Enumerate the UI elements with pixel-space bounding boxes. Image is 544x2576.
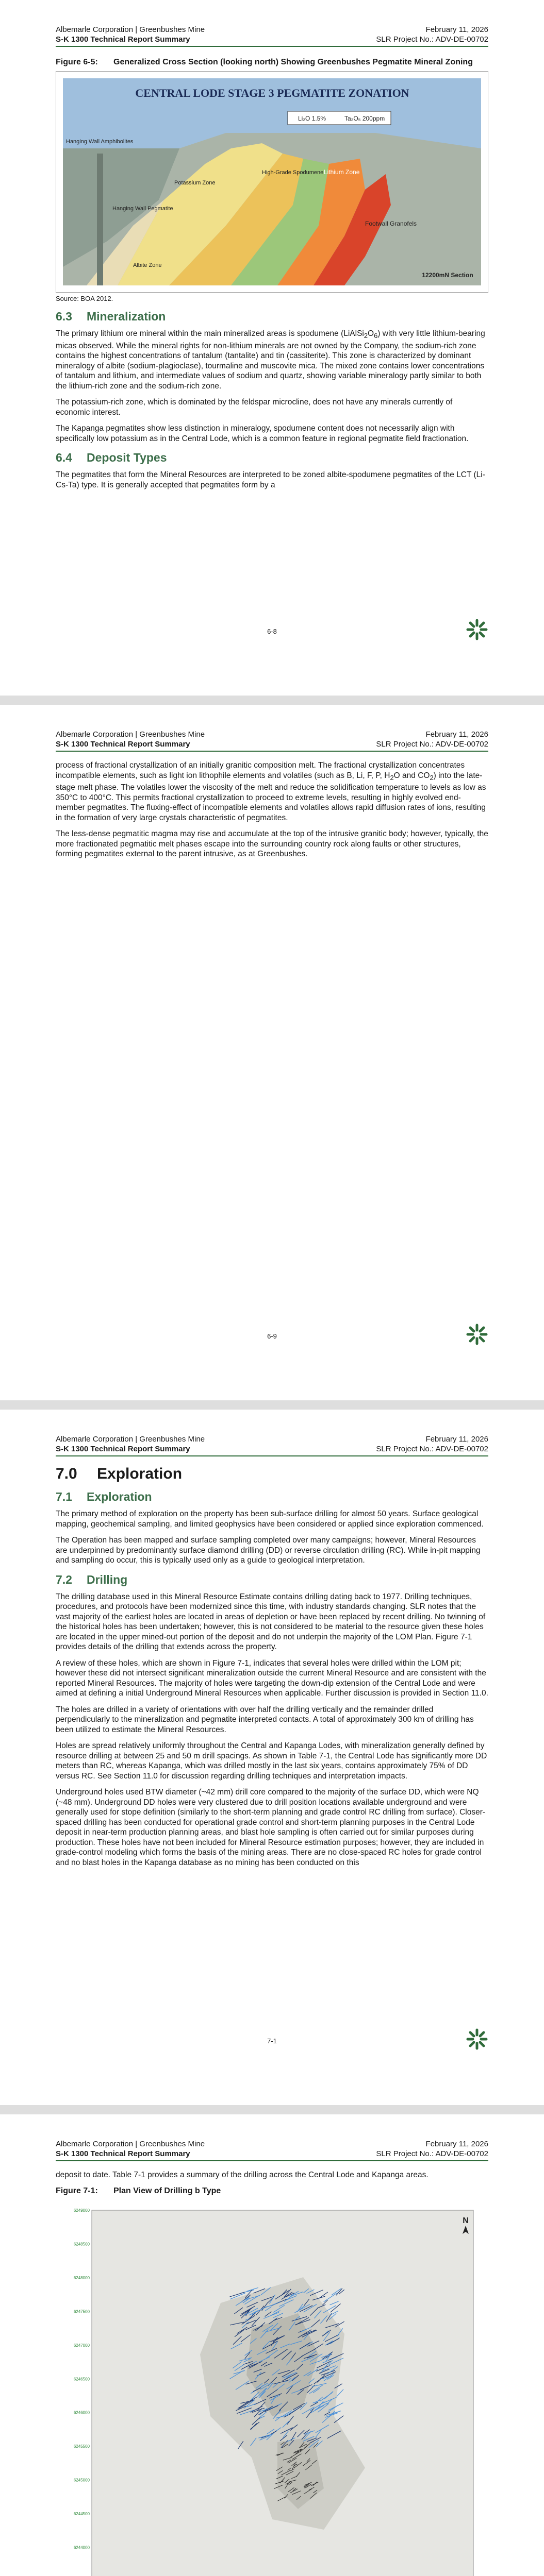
y-tick-label: 6246500 (73, 2376, 90, 2381)
figure-title: Generalized Cross Section (looking north) Showing Greenbushes Pegmatite Mineral Zoning (113, 58, 473, 66)
page-number: 7-1 (267, 2037, 277, 2045)
header-company: Albemarle Corporation | Greenbushes Mine (56, 730, 205, 739)
page-header (56, 2139, 488, 2161)
section-heading-6-3: 6.3 Mineralization (56, 310, 166, 323)
slr-logo-icon (466, 1323, 488, 1346)
paragraph: process of fractional crystallization of an initially granitic composition melt. The fractional crystallization concentrates incompatible elements, such as light ion lithophile elements and volatiles (such as B, Li, F, P, $H_2O$ and $CO_2$) into the late-stage melt phase. The volatiles lower the viscosity of the melt and reduce the solidification temperature to levels as low as 350°C to 400°C. This permits fractional crystallization to proceed to extreme levels, resulting in highly evolved end-member pegmatites. The fluxing-effect of incompatible elements and volatiles allows rapid diffusion rates of ions, resulting in the formation of very large crystals characteristic of pegmatites. (56, 761, 486, 822)
cross-section-figure (56, 71, 488, 293)
north-arrow-label: N (463, 2216, 469, 2225)
page-6-8 (0, 0, 544, 696)
paragraph: The less-dense pegmatitic magma may rise and accumulate at the top of the intrusive granitic body; however, typically, the more fractionated pegmatitic melt phases escape into the surrounding country rock along faults or other structures, forming pegmatites external to the parent intrusive, as at Greenbushes. (56, 829, 488, 859)
label-potassium-zone: Potassium Zone (174, 180, 216, 186)
header-project: SLR Project No.: ADV-DE-00702 (376, 35, 488, 44)
header-company: Albemarle Corporation | Greenbushes Mine (56, 2140, 205, 2148)
page-number: 6-9 (267, 1332, 277, 1340)
paragraph: Underground holes used BTW diameter (~42 mm) drill core compared to the majority of the surface DD, which were NQ (~48 mm). Underground DD holes were very clustered due to drill position locations available underground and were generally used for stope definition (similarly to the short-term planning and grade control RC drilling from surface). Closer-spaced drilling has been conducted for operational grade control and short-term planning purposes in the Central Lode deposit in near-term production planning areas, and blast hole sampling is often carried out for similar purposes during production. These holes have not been included for Mineral Resource estimation purposes; however, they are included in grade-control modeling which forms the basis of the mining areas. There are no close-spaced RC holes for grade control and no blast holes in the Kapanga database as no mining has been conducted on this (56, 1788, 486, 1867)
header-date: February 11, 2026 (425, 25, 488, 34)
legend-ta2o5: Ta₂O₅ 200ppm (344, 115, 385, 122)
drill-plan-figure (56, 2200, 488, 2576)
figure-image-title: CENTRAL LODE STAGE 3 PEGMATITE ZONATION (135, 87, 409, 99)
label-hanging-wall: Hanging Wall Amphibolites (66, 139, 134, 145)
page-header (56, 25, 488, 47)
label-hanging-pegmatite: Hanging Wall Pegmatite (112, 206, 173, 212)
page-6-9 (0, 705, 544, 1400)
header-date: February 11, 2026 (425, 730, 488, 739)
y-tick-label: 6247000 (73, 2343, 90, 2348)
header-report: S-K 1300 Technical Report Summary (56, 2149, 190, 2158)
y-tick-label: 6245000 (73, 2478, 90, 2483)
paragraph: deposit to date. Table 7-1 provides a summary of the drilling across the Central Lode and Kapanga areas. (56, 2171, 428, 2179)
slr-logo-icon (466, 2028, 488, 2050)
header-report: S-K 1300 Technical Report Summary (56, 1445, 190, 1453)
y-tick-label: 6248500 (73, 2241, 90, 2246)
paragraph: The Operation has been mapped and surface sampling completed over many campaigns; however, Mineral Resources are underpinned by predominantly surface diamond drilling (DD) or reverse circulation drilling (RC). While in-pit mapping and sampling do occur, this is typically used only as a guide to geological interpretation. (56, 1536, 481, 1565)
header-report: S-K 1300 Technical Report Summary (56, 35, 190, 44)
header-date: February 11, 2026 (425, 2140, 488, 2148)
header-project: SLR Project No.: ADV-DE-00702 (376, 740, 488, 749)
chapter-heading-7-0: 7.0 Exploration (56, 1465, 183, 1482)
section-heading-7-1: 7.1 Exploration (56, 1490, 152, 1503)
y-tick-label: 6244000 (73, 2545, 90, 2550)
figure-number: Figure 6-5: (56, 58, 98, 66)
figure-source: Source: BOA 2012. (56, 295, 113, 302)
header-project: SLR Project No.: ADV-DE-00702 (376, 1445, 488, 1453)
figure-title: Plan View of Drilling b Type (113, 2186, 221, 2195)
y-tick-label: 6245500 (73, 2444, 90, 2449)
paragraph: The pegmatites that form the Mineral Resources are interpreted to be zoned albite-spodumene pegmatites of the LCT (Li-Cs-Ta) type. It is generally accepted that pegmatites form by a (56, 470, 485, 489)
section-heading-6-4: 6.4 Deposit Types (56, 451, 167, 465)
label-albite-zone: Albite Zone (133, 262, 162, 268)
paragraph: The drilling database used in this Mineral Resource Estimate contains drilling dating back to 1977. Drilling techniques, procedures, and protocols have been modernized since this time, with industry standards changing. SLR notes that the vast majority of the earliest holes are located in areas of depletion or have been replaced by recent drilling. No twinning of the historical holes has been undertaken; however, this is not considered to be material to the resource given these holes are located in the upper mined-out portion of the deposit and do not underpin the majority of the LOM Plan. Figure 7-1 provides details of the drilling that extends across the property. (56, 1592, 486, 1651)
paragraph: A review of these holes, which are shown in Figure 7-1, indicates that several holes were drilled within the LOM pit; however these did not intersect significant mineralization outside the current Mineral Resource and are consistent with the reported Mineral Resources. The majority of holes were targeting the down-dip extension of the Central Lode and were aimed at defining a initial Underground Mineral Resources when applicable. Further discussion is provided in Section 11.0. (56, 1658, 488, 1698)
page-7-2 (0, 2114, 544, 2576)
label-footwall: Footwall Granofels (365, 220, 417, 227)
header-project: SLR Project No.: ADV-DE-00702 (376, 2149, 488, 2158)
paragraph: The potassium-rich zone, which is dominated by the feldspar microcline, does not have any minerals currently of economic interest. (56, 398, 453, 417)
y-tick-label: 6247500 (73, 2309, 90, 2314)
y-tick-label: 6246000 (73, 2410, 90, 2415)
label-section: 12200mN Section (422, 272, 473, 279)
paragraph: The primary lithium ore mineral within the main mineralized areas is spodumene $(LiAlSi_2O_6)$ with very little lithium-bearing micas observed. While the mineral rights for non-lithium minerals are not owned by the Company, the sodium-rich zone contains the highest concentrations of tantalum (tantalite) and tin (cassiterite). This zone is characterized by dominant mineralogy of albite (sodium-plagioclase), tourmaline and muscovite mica. The mixed zone contains lower concentrations of tantalum and lithium, and intermediate values of sodium and quartz, showing variable mineralogy partly similar to both the lithium-rich zone and the sodium-rich zone. (56, 329, 485, 391)
y-tick-label: 6249000 (73, 2208, 90, 2213)
label-lithium-zone: Lithium Zone (324, 168, 360, 176)
y-tick-label: 6244500 (73, 2511, 90, 2516)
y-tick-label: 6248000 (73, 2275, 90, 2280)
slr-logo-icon (466, 618, 488, 641)
section-heading-7-2: 7.2 Drilling (56, 1572, 128, 1586)
paragraph: The Kapanga pegmatites show less distinction in mineralogy, spodumene content does not necessarily align with specifically low potassium as in the Central Lode, which is a common feature in regional pegmatite field fractionation. (56, 424, 469, 443)
figure-caption (56, 2187, 488, 2196)
page-header (56, 730, 488, 752)
header-date: February 11, 2026 (425, 1435, 488, 1444)
header-company: Albemarle Corporation | Greenbushes Mine (56, 25, 205, 34)
figure-number: Figure 7-1: (56, 2186, 98, 2195)
paragraph: Holes are spread relatively uniformly throughout the Central and Kapanga Lodes, with mineralization generally defined by resource drilling at between 25 and 50 m drill spacings. As shown in Table 7-1, the Central Lode has significantly more DD meters than RC, whereas Kapanga, which was drilled mostly in the last six years, contains approximately 75% of DD versus RC. See Section 11.0 for discussion regarding drilling techniques and interpretation impacts. (56, 1741, 487, 1781)
paragraph: The primary method of exploration on the property has been sub-surface drilling for almost 50 years. Surface geological mapping, geochemical sampling, and limited geophysics have been considered or applied since exploration commenced. (56, 1510, 484, 1529)
header-report: S-K 1300 Technical Report Summary (56, 740, 190, 749)
page-number: 6-8 (267, 628, 277, 635)
label-high-grade: High-Grade Spodumene (262, 170, 324, 176)
page-header (56, 1434, 488, 1456)
figure-caption (56, 58, 488, 67)
paragraph: The holes are drilled in a variety of orientations with over half the drilling vertically and the remainder drilled perpendicularly to the mineralization and pegmatite interpreted contacts. A total of approximately 300 km of drilling has been utilized to estimate the Mineral Resources. (56, 1705, 474, 1734)
page-7-1 (0, 1410, 544, 2105)
legend-li2o: Li₂O 1.5% (298, 115, 326, 122)
header-company: Albemarle Corporation | Greenbushes Mine (56, 1435, 205, 1444)
